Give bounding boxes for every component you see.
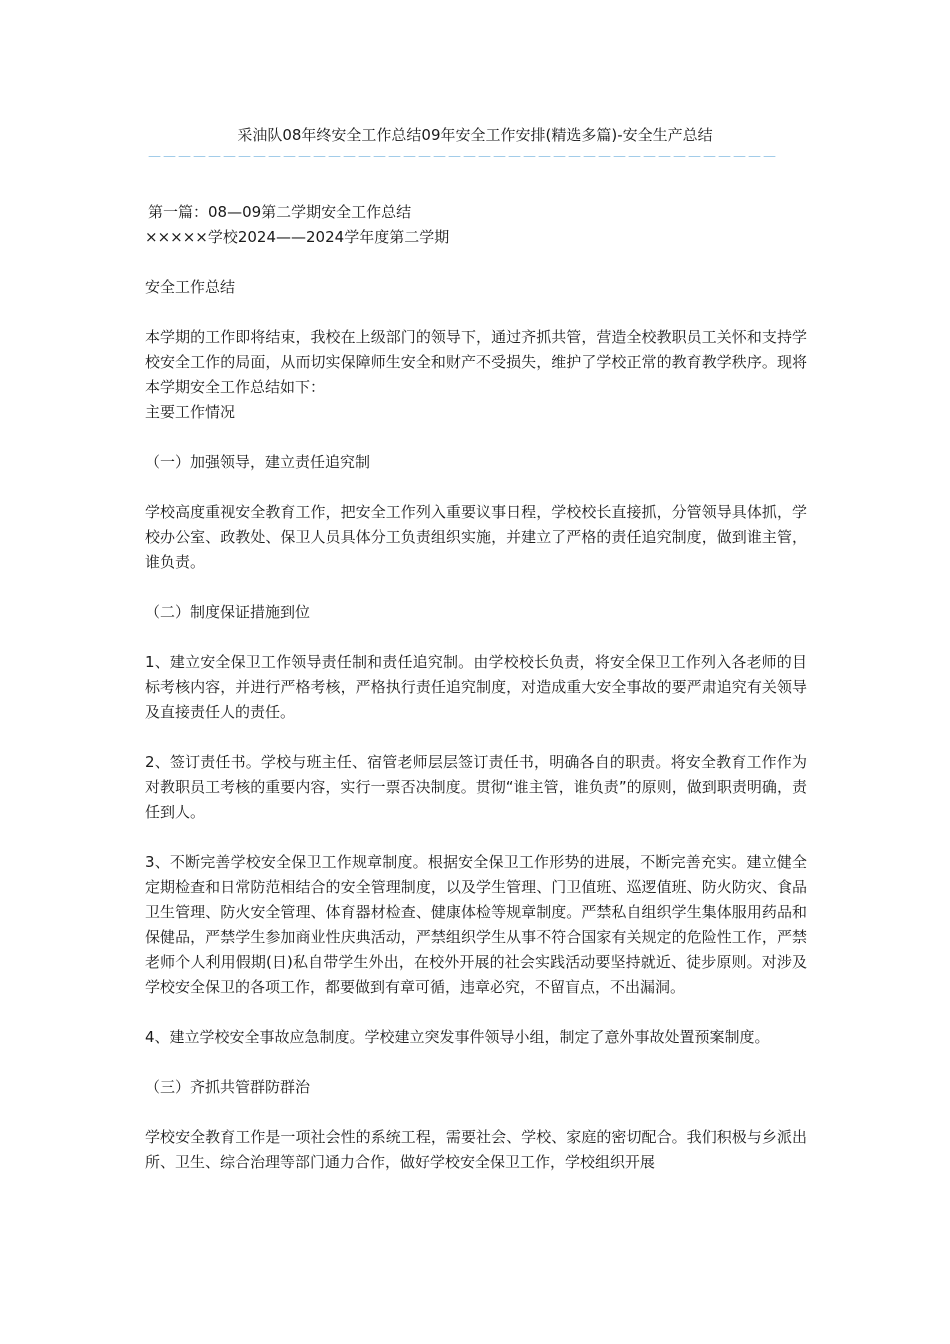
- section-heading: 第一篇：08—09第二学期安全工作总结: [148, 203, 412, 221]
- title-divider: ——————————————————————————————————————————: [148, 150, 778, 164]
- document-body: [145, 200, 807, 1175]
- document-title: 采油队08年终安全工作总结09年安全工作安排(精选多篇)-安全生产总结: [237, 126, 713, 144]
- paragraph: 1、建立安全保卫工作领导责任制和责任追究制。由学校校长负责，将安全保卫工作列入各老师的目标考核内容，并进行严格考核，严格执行责任追究制度，对造成重大安全事故的要严肃追究有关领导及直接责任人的责任。: [145, 653, 807, 721]
- spacer: [145, 575, 807, 600]
- spacer: [145, 475, 807, 500]
- subheading: （一）加强领导，建立责任追究制: [145, 453, 371, 471]
- paragraph: ×××××学校2024——2024学年度第二学期: [145, 228, 450, 246]
- paragraph: 2、签订责任书。学校与班主任、宿管老师层层签订责任书，明确各自的职责。将安全教育工作作为对教职员工考核的重要内容，实行一票否决制度。贯彻“谁主管，谁负责”的原则，做到职责明确，责任到人。: [145, 753, 807, 821]
- paragraph: 3、不断完善学校安全保卫工作规章制度。根据安全保卫工作形势的进展，不断完善充实。建立健全定期检查和日常防范相结合的安全管理制度，以及学生管理、门卫值班、巡逻值班、防火防灾、食品卫生管理、防火安全管理、体育器材检查、健康体检等规章制度。严禁私自组织学生集体服用药品和保健品，严禁学生参加商业性庆典活动，严禁组织学生从事不符合国家有关规定的危险性工作，严禁老师个人利用假期(日)私自带学生外出，在校外开展的社会实践活动要坚持就近、徒步原则。对涉及学校安全保卫的各项工作，都要做到有章可循，违章必究，不留盲点，不出漏洞。: [145, 853, 807, 996]
- spacer: [145, 825, 807, 850]
- paragraph: 学校高度重视安全教育工作，把安全工作列入重要议事日程，学校校长直接抓，分管领导具体抓，学校办公室、政教处、保卫人员具体分工负责组织实施，并建立了严格的责任追究制度，做到谁主管，谁负责。: [145, 503, 807, 571]
- paragraph: 安全工作总结: [145, 278, 236, 296]
- spacer: [145, 625, 807, 650]
- paragraph: 4、建立学校安全事故应急制度。学校建立突发事件领导小组，制定了意外事故处置预案制度。: [145, 1028, 770, 1046]
- paragraph: 主要工作情况: [145, 403, 236, 421]
- spacer: [145, 250, 807, 275]
- spacer: [145, 300, 807, 325]
- spacer: [145, 1000, 807, 1025]
- spacer: [145, 1050, 807, 1075]
- subheading: （二）制度保证措施到位: [145, 603, 311, 621]
- paragraph: 学校安全教育工作是一项社会性的系统工程，需要社会、学校、家庭的密切配合。我们积极与乡派出所、卫生、综合治理等部门通力合作，做好学校安全保卫工作，学校组织开展: [145, 1128, 807, 1171]
- spacer: [145, 425, 807, 450]
- paragraph: 本学期的工作即将结束，我校在上级部门的领导下，通过齐抓共管，营造全校教职员工关怀和支持学校安全工作的局面，从而切实保障师生安全和财产不受损失，维护了学校正常的教育教学秩序。现将本学期安全工作总结如下：: [145, 328, 807, 396]
- subheading: （三）齐抓共管群防群治: [145, 1078, 311, 1096]
- spacer: [145, 1100, 807, 1125]
- spacer: [145, 725, 807, 750]
